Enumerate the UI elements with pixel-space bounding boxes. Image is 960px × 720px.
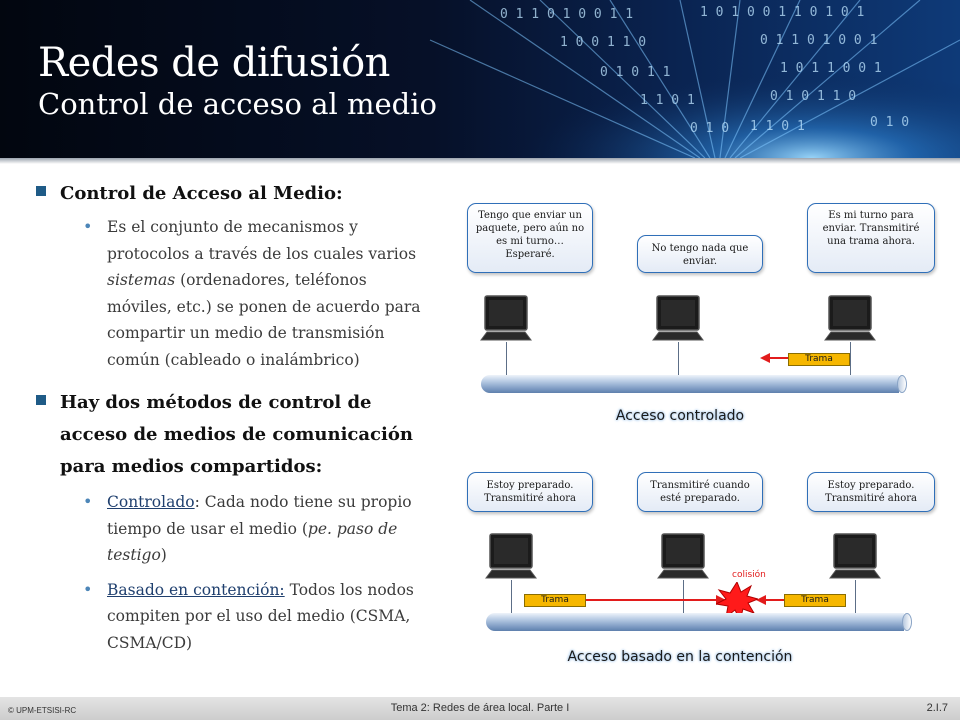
frame-contention-left: Trama (524, 594, 586, 607)
svg-text:0 1 0 1 1: 0 1 0 1 1 (600, 65, 671, 80)
connection-line (850, 342, 851, 376)
computer-icon (651, 294, 705, 348)
controlled-text (107, 489, 421, 569)
connection-line (511, 580, 512, 614)
collision-label: colisión (732, 570, 766, 580)
connection-line (506, 342, 507, 376)
computer-icon (823, 294, 877, 348)
svg-text:0 1 0 1 1 0: 0 1 0 1 1 0 (770, 89, 857, 104)
title-block (38, 40, 437, 122)
bubble-contention-left: Estoy preparado. Transmitiré ahora (467, 472, 593, 512)
definition-part-2: (ordenadores, teléfonos móviles, etc.) se ponen de acuerdo para compartir un medio de transmisión común (cableado o inalámbrico) (107, 271, 421, 369)
slide-header (0, 0, 960, 158)
svg-text:1 1 0 1: 1 1 0 1 (750, 119, 805, 134)
square-bullet-icon (36, 186, 46, 196)
definition-text (107, 214, 421, 373)
connection-line (678, 342, 679, 376)
bullet-mac (36, 178, 421, 210)
bus-end-cap (897, 375, 907, 393)
frame-controlled: Trama (788, 353, 850, 366)
sub-bullet-contention (83, 577, 421, 657)
bullet-methods-title: Hay dos métodos de control de acceso de medios de comunicación para medios compartidos: (60, 392, 413, 477)
controlled-desc: : Cada nodo tiene su propio tiempo de usar el medio ( (107, 493, 412, 538)
bubble-controlled-right: Es mi turno para enviar. Transmitiré una trama ahora. (807, 203, 935, 273)
slide-title: Redes de difusión (38, 40, 390, 86)
computer-icon (656, 532, 710, 586)
svg-text:1 0 1 0 0 1 1 0 1 0 1: 1 0 1 0 0 1 1 0 1 0 1 (700, 5, 865, 20)
bubble-controlled-middle: No tengo nada que enviar. (637, 235, 763, 273)
dot-bullet-icon: • (83, 217, 93, 236)
arrow-left-icon (756, 592, 786, 608)
bubble-contention-middle: Transmitiré cuando esté preparado. (637, 472, 763, 512)
svg-text:1 0 1 1 0 0 1: 1 0 1 1 0 0 1 (780, 61, 882, 76)
square-bullet-icon (36, 395, 46, 405)
header-shadow (0, 158, 960, 164)
controlled-end: ) (160, 546, 167, 564)
computer-icon (828, 532, 882, 586)
page-number: 2.I.7 (926, 702, 948, 714)
computer-icon (479, 294, 533, 348)
bullet-content (36, 178, 421, 656)
controlled-italic: pe. paso de testigo (107, 519, 398, 564)
contention-desc: Todos los nodos compiten por el uso del medio (CSMA, CSMA/CD) (107, 580, 414, 652)
bubble-controlled-left: Tengo que enviar un paquete, pero aún no es mi turno… Esperaré. (467, 203, 593, 273)
bullet-methods (36, 387, 421, 483)
bus-end-cap (902, 613, 912, 631)
frame-contention-right: Trama (784, 594, 846, 607)
arrow-right-icon (586, 592, 726, 608)
caption-controlled: Acceso controlado (615, 408, 745, 424)
svg-text:0 1 1 0 1 0 0 1: 0 1 1 0 1 0 0 1 (760, 33, 878, 48)
dot-bullet-icon: • (83, 492, 93, 511)
svg-text:1 0 0 1 1 0: 1 0 0 1 1 0 (560, 35, 647, 50)
bullet-mac-title: Control de Acceso al Medio: (60, 183, 343, 204)
svg-text:1 1 0 1: 1 1 0 1 (640, 93, 695, 108)
bubble-contention-right: Estoy preparado. Transmitiré ahora (807, 472, 935, 512)
slide-subtitle: Control de acceso al medio (38, 87, 437, 121)
footer-copyright: © UPM-ETSISI-RC (8, 706, 77, 715)
svg-text:0 1 0: 0 1 0 (690, 121, 730, 136)
sub-bullet-controlled (83, 489, 421, 569)
connection-line (855, 580, 856, 614)
dot-bullet-icon: • (83, 579, 93, 599)
contention-text (107, 577, 421, 657)
definition-italic: sistemas (107, 271, 176, 289)
contention-term: Basado en contención: (107, 580, 285, 599)
shared-medium-bus (481, 375, 899, 393)
caption-contention: Acceso basado en la contención (567, 649, 793, 665)
svg-text:0 1 1 0 1 0 0 1 1: 0 1 1 0 1 0 0 1 1 (500, 7, 634, 22)
computer-icon (484, 532, 538, 586)
controlled-term: Controlado (107, 493, 195, 511)
footer-title: Tema 2: Redes de área local. Parte I (390, 702, 570, 714)
definition-part-1: Es el conjunto de mecanismos y protocolos a través de los cuales varios (107, 218, 417, 263)
sub-bullet-definition (83, 214, 421, 373)
svg-text:0 1 0: 0 1 0 (870, 115, 910, 130)
shared-medium-bus (486, 613, 904, 631)
mac-diagram (450, 190, 950, 680)
